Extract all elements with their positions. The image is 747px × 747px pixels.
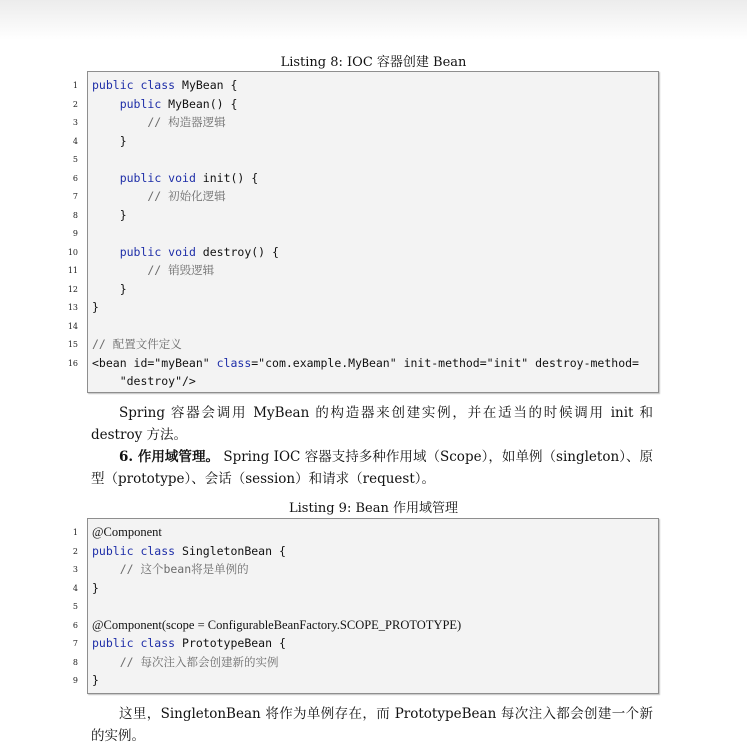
code-comment: // 每次注入都会创建新的实例 <box>92 654 279 669</box>
code-line <box>92 171 258 185</box>
line-number: 6 <box>72 620 78 630</box>
code-line <box>92 78 237 92</box>
code-line <box>92 115 226 129</box>
code-token <box>92 245 120 259</box>
listing-9-caption: Listing 9: Bean 作用域管理 <box>289 501 458 516</box>
code-token <box>92 171 120 185</box>
code-token <box>92 97 120 111</box>
line-number: 6 <box>72 173 78 183</box>
code-token: @Component(scope = ConfigurableBeanFactory.SCOPE_PROTOTYPE) <box>92 617 462 632</box>
line-number: 2 <box>72 99 78 109</box>
code-line <box>92 189 226 203</box>
code-keyword: public class <box>92 78 176 92</box>
code-line <box>92 282 127 296</box>
line-number: 12 <box>67 284 78 294</box>
code-line <box>92 245 279 259</box>
line-number: 8 <box>72 657 78 667</box>
code-comment: // 配置文件定义 <box>92 337 182 351</box>
page-top-shade <box>0 0 747 40</box>
line-number: 3 <box>72 118 78 127</box>
code-comment: // 构造器逻辑 <box>92 115 226 129</box>
line-number: 1 <box>72 81 78 90</box>
code-token: } <box>92 133 127 148</box>
code-keyword: class <box>216 355 252 370</box>
code-line <box>92 263 214 277</box>
paragraph-singleton-prototype: 这里，SingletonBean 将作为单例存在，而 PrototypeBean 每次注入都会创建一个新的实例。 <box>91 706 653 744</box>
line-number: 9 <box>72 229 78 238</box>
line-number: 15 <box>67 340 78 349</box>
code-token: } <box>92 580 99 595</box>
line-number: 7 <box>72 639 78 648</box>
code-token: MyBean { <box>175 78 238 92</box>
code-line <box>92 618 461 632</box>
code-token: destroy() { <box>195 244 279 259</box>
code-keyword: public void <box>119 244 196 259</box>
code-keyword: public class <box>92 636 176 650</box>
line-number: 1 <box>72 528 78 537</box>
code-token: init() { <box>195 170 259 185</box>
line-number: 14 <box>67 321 78 331</box>
line-number: 9 <box>72 676 78 685</box>
code-line <box>92 134 127 148</box>
code-line <box>92 356 639 370</box>
paragraph-spring-container: Spring 容器会调用 MyBean 的构造器来创建实例，并在适当的时候调用 init 和 destroy 方法。 <box>91 405 653 443</box>
code-token: MyBean() { <box>161 96 238 111</box>
code-line <box>92 655 278 669</box>
code-line <box>92 337 182 351</box>
code-comment: // 初始化逻辑 <box>92 189 226 203</box>
line-number: 8 <box>72 210 78 220</box>
code-token: PrototypeBean { <box>175 636 286 650</box>
code-line <box>92 300 99 314</box>
listing-8-caption: Listing 8: IOC 容器创建 Bean <box>280 55 467 70</box>
paragraph-scope-text: Spring IOC 容器支持多种作用域（Scope），如单例（singleton）、原型（prototype）、会话（session）和请求（request）。 <box>91 449 654 487</box>
code-keyword: public class <box>92 543 176 558</box>
code-token: } <box>92 281 127 296</box>
code-line <box>92 636 286 650</box>
code-token: <bean id="myBean" <box>92 355 217 370</box>
line-number: 16 <box>67 358 78 368</box>
code-token: } <box>92 300 99 314</box>
line-number: 5 <box>72 602 78 611</box>
code-line <box>92 562 249 576</box>
line-number: 7 <box>72 192 78 201</box>
line-number: 5 <box>72 155 78 164</box>
code-line <box>92 97 237 111</box>
code-comment: // 这个bean将是单例的 <box>92 562 249 576</box>
line-number: 2 <box>72 546 78 556</box>
code-line <box>92 581 99 595</box>
line-number: 13 <box>67 303 78 312</box>
code-line <box>92 208 127 222</box>
code-line <box>92 525 162 539</box>
line-number: 11 <box>67 266 78 275</box>
line-number: 3 <box>72 565 78 574</box>
code-token: @Component <box>92 525 162 539</box>
code-keyword: public <box>119 96 162 111</box>
code-line <box>92 544 286 558</box>
code-token: } <box>92 207 127 222</box>
code-comment: // 销毁逻辑 <box>92 263 215 277</box>
code-token: SingletonBean { <box>175 543 286 558</box>
code-line <box>92 673 99 687</box>
line-number: 4 <box>72 136 78 146</box>
code-token: "destroy"/> <box>92 374 196 388</box>
code-line <box>92 374 196 388</box>
line-number: 4 <box>72 583 78 593</box>
paragraph-scope-management <box>91 446 653 490</box>
code-keyword: public void <box>119 170 196 185</box>
code-token: ="com.example.MyBean" init-method="init" destroy-method= <box>251 355 639 370</box>
line-number: 10 <box>67 247 78 257</box>
section-heading-scope: 6. 作用域管理。 <box>119 449 220 465</box>
code-token: } <box>92 673 99 687</box>
